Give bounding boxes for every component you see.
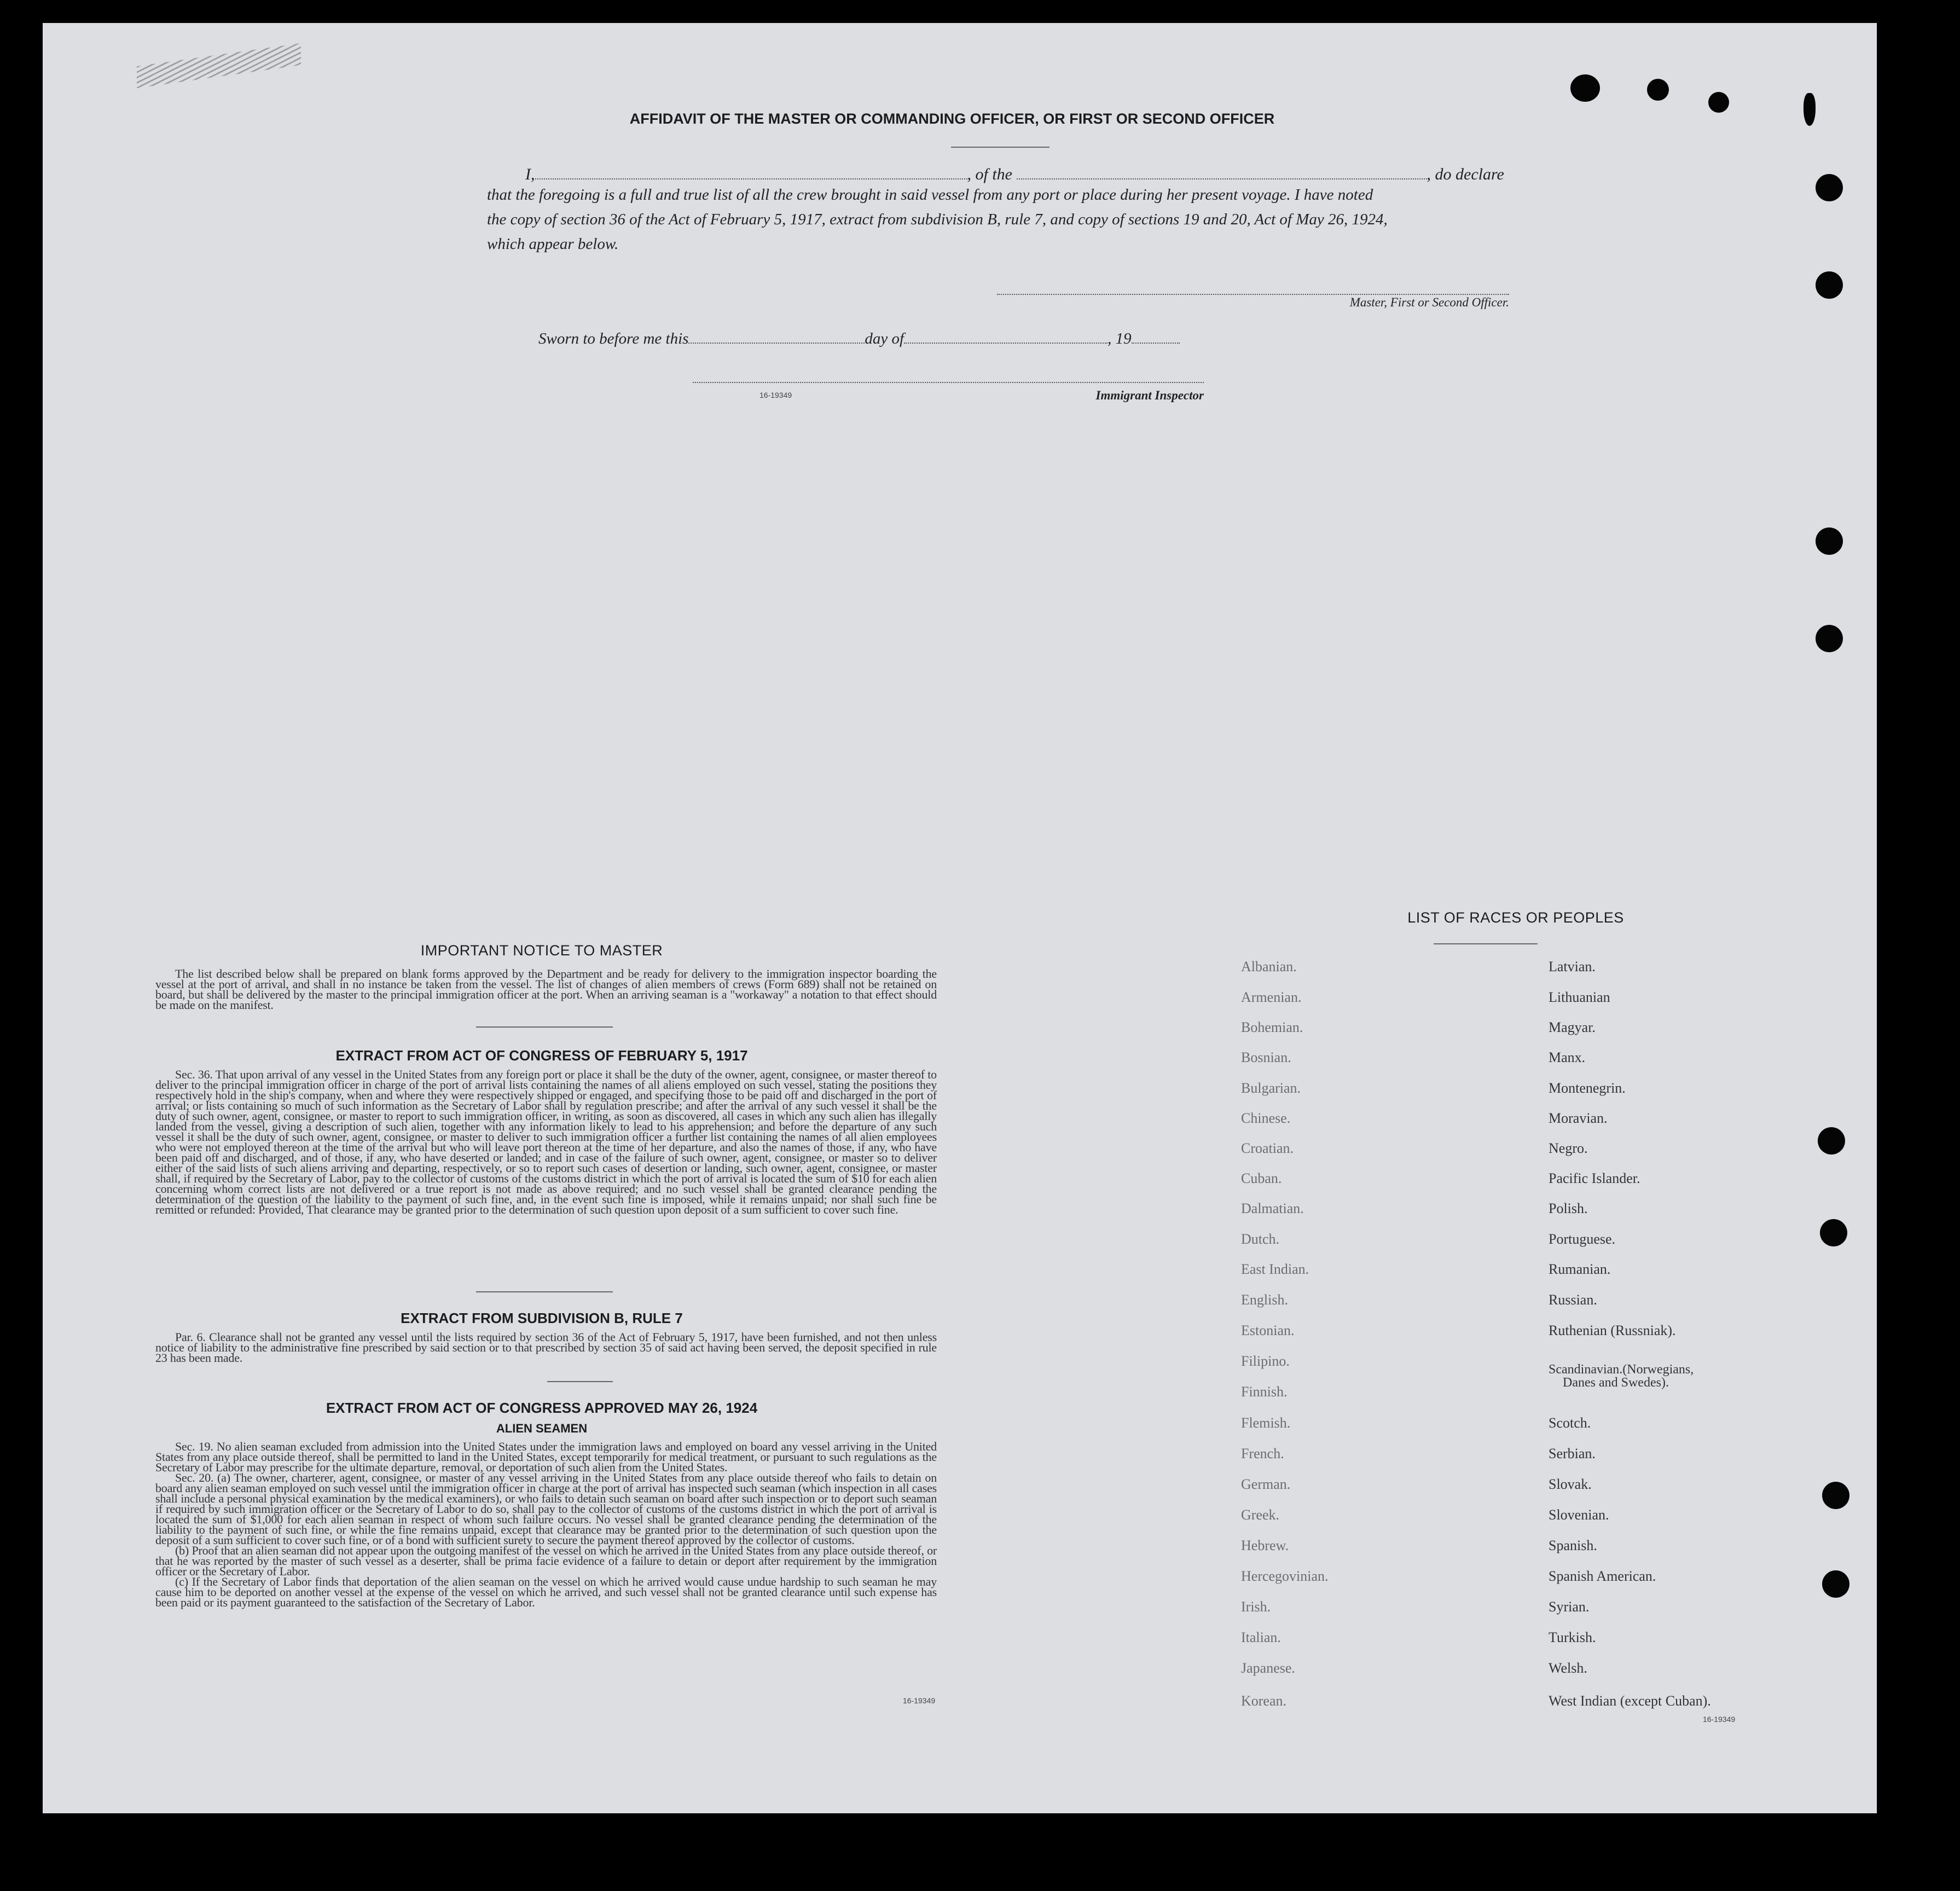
divider xyxy=(951,147,1049,148)
race-item: Irish. xyxy=(1241,1599,1271,1615)
extract-1917-text: Sec. 36. That upon arrival of any vessel in the United States from any foreign port or place it shall be the duty of the owner, agent, consignee, or master thereof to deliver to the principal immigration officer in charge of the port of arrival lists containing the names of all aliens employed on such vessel, stating the positions they respectively hold in the ship's company, when and where they were respectively shipped or engaged, and specifying those to be paid off and discharged in the port of arrival; or lists containing so much of such information as the Secretary of Labor shall by regulation prescribe; and after the arrival of any such vessel it shall be the duty of such owner, agent, consignee, or master to report to such immigration officer, in writing, as soon as discovered, all cases in which any such alien has illegally landed from the vessel, giving a description of such alien, together with any information likely to lead to his apprehension; and before the departure of any such vessel it shall be the duty of such owner, agent, consignee, or master to deliver to such immigration officer a further list containing the names of all alien employees who were not employed thereon at the time of the arrival but who will leave port thereon at the time of her departure, and also the names of those, if any, who have been paid off and discharged, and of those, if any, who have deserted or landed; and in case of the failure of such owner, agent, consignee, or master so to deliver either of the said lists of such aliens arriving and departing, respectively, or so to report such cases of desertion or landing, such owner, agent, consignee, or master shall, if required by the Secretary of Labor, pay to the collector of customs of the customs district in which the port of arrival is located the sum of $10 for each alien concerning whom correct lists are not delivered or a true report is not made as above required; and no such vessel shall be granted clearance pending the determination of the question of the liability to the payment of such fine, and, in the event such fine is imposed, while it remains unpaid; nor shall such fine be remitted or refunded: Provided, That clearance may be granted prior to the determination of such question upon deposit of a sum sufficient to cover such fine. xyxy=(155,1068,937,1216)
race-item: Japanese. xyxy=(1241,1660,1295,1676)
race-item: Croatian. xyxy=(1241,1140,1294,1156)
extract-rule7-text: Par. 6. Clearance shall not be granted any vessel until the lists required by section 36 of the Act of February 5, 1917, have been furnished, and not then unless notice of liability to the administrative fine prescribed by said section or to that prescribed by section 35 of said act having been served, the deposit specified in rule 23 has been made. xyxy=(155,1330,937,1365)
race-item: Polish. xyxy=(1549,1200,1588,1216)
race-item: East Indian. xyxy=(1241,1261,1309,1277)
race-item: Scotch. xyxy=(1549,1415,1591,1431)
race-item: Montenegrin. xyxy=(1549,1080,1626,1096)
extract-rule7-title: EXTRACT FROM SUBDIVISION B, RULE 7 xyxy=(401,1310,683,1326)
divider xyxy=(1434,943,1538,944)
race-item: Latvian. xyxy=(1549,959,1596,974)
declaration-line xyxy=(525,162,1510,184)
notice-text: The list described below shall be prepared on blank forms approved by the Department and be ready for delivery to the immigration inspector boarding the vessel at the port of arrival, and shall in no instance be taken from the vessel. The list of changes of alien members of crews (Form 689) shall not be retained on board, but shall be delivered by the master to the principal immigration officer at the port. When an arriving seaman is a "workaway" a notation to that effect should be made on the manifest. xyxy=(155,967,937,1012)
extract-1924-title: EXTRACT FROM ACT OF CONGRESS APPROVED MAY 26, 1924 xyxy=(326,1400,758,1416)
race-item: Cuban. xyxy=(1241,1170,1282,1186)
race-item: Korean. xyxy=(1241,1693,1287,1709)
of-the-label: , of the xyxy=(967,165,1012,183)
race-item: French. xyxy=(1241,1446,1284,1461)
inspector-caption: Immigrant Inspector xyxy=(1095,388,1204,402)
sworn-month-field[interactable] xyxy=(904,326,1107,344)
race-item: Slovenian. xyxy=(1549,1507,1609,1523)
race-item: Lithuanian xyxy=(1549,989,1610,1005)
race-item: Bohemian. xyxy=(1241,1019,1303,1035)
declaration-body-3: which appear below. xyxy=(487,235,619,253)
race-item: Welsh. xyxy=(1549,1660,1587,1676)
race-item: Serbian. xyxy=(1549,1446,1596,1461)
punch-hole xyxy=(1816,271,1843,299)
race-item: Spanish American. xyxy=(1549,1568,1656,1584)
section-20b-text: (b) Proof that an alien seaman did not appear upon the outgoing manifest of the vessel on which he arrived in the United States from any place outside thereof, or that he was reported by the master of such vessel as a deserter, shall be prima facie evidence of a failure to detain or deport after requirement by the immigration officer or the Secretary of Labor. xyxy=(155,1544,937,1578)
race-item: Bosnian. xyxy=(1241,1049,1291,1065)
form-number: 16-19349 xyxy=(1703,1715,1736,1724)
sworn-day-field[interactable] xyxy=(688,326,865,344)
race-item: Scandinavian.(Norwegians, xyxy=(1549,1362,1694,1377)
race-item: German. xyxy=(1241,1476,1291,1492)
race-item: Pacific Islander. xyxy=(1549,1170,1640,1186)
section-20a-text: Sec. 20. (a) The owner, charterer, agent, consignee, or master of any vessel arriving in the United States from any place outside thereof who fails to detain on board any alien seaman employed on such vessel until the immigration officer in charge at the port of arrival has inspected such seaman (which inspection in all cases shall include a personal physical examination by the medical examiners), or who fails to detain such seaman on board after such inspection or to deport such seaman if required by such immigration officer or the Secretary of Labor to do so, shall pay to the collector of customs of the customs district in which the port of arrival is located the sum of $1,000 for each alien seaman in respect of whom such failure occurs. No vessel shall be granted clearance pending the determination of the liability to the payment of such fine, or while the fine remains unpaid, except that clearance may be granted prior to the determination of such question upon the deposit of a sum sufficient to cover such fine, or of a bond with sufficient surety to secure the payment thereof approved by the collector of customs. xyxy=(155,1471,937,1547)
punch-hole xyxy=(1818,1127,1845,1155)
race-item: English. xyxy=(1241,1292,1288,1308)
punch-hole xyxy=(1822,1570,1849,1598)
year-prefix-label: , 19 xyxy=(1107,330,1132,347)
declarant-name-field[interactable] xyxy=(535,162,967,179)
section-20c-text: (c) If the Secretary of Labor finds that deportation of the alien seaman on the vessel on which he arrived would cause undue hardship to such seaman he may cause him to be deported on another vessel at the expense of the vessel on which he arrived, and such vessel shall not be granted clearance until such expense has been paid or its payment guaranteed to the satisfaction of the Secretary of Labor. xyxy=(155,1575,937,1609)
race-item: Albanian. xyxy=(1241,959,1297,974)
divider xyxy=(476,1026,613,1028)
declaration-body-1: that the foregoing is a full and true list of all the crew brought in said vessel from any port or place during her present voyage. I have noted xyxy=(487,186,1373,204)
race-item: Armenian. xyxy=(1241,989,1302,1005)
inspector-signature-line[interactable] xyxy=(693,382,1204,383)
race-item: Dutch. xyxy=(1241,1231,1280,1247)
signature-line[interactable] xyxy=(997,294,1509,295)
punch-hole xyxy=(1816,527,1843,555)
notice-title: IMPORTANT NOTICE TO MASTER xyxy=(420,942,663,959)
punch-hole xyxy=(1570,74,1600,102)
punch-hole xyxy=(1708,92,1729,113)
punch-hole xyxy=(1816,174,1843,201)
race-item: Italian. xyxy=(1241,1629,1281,1645)
races-title: LIST OF RACES OR PEOPLES xyxy=(1407,909,1624,926)
race-item: Finnish. xyxy=(1241,1384,1288,1400)
race-item: Moravian. xyxy=(1549,1110,1608,1126)
alien-seamen-subtitle: ALIEN SEAMEN xyxy=(496,1422,588,1435)
section-19-text: Sec. 19. No alien seaman excluded from admission into the United States under the immigration laws and employed on board any vessel arriving in the United States from any place outside thereof, shall be permitted to land in the United States, except temporarily for medical treatment, or pursuant to such regulations as the Secretary of Labor may prescribe for the ultimate departure, removal, or deportation of such alien from the United States. xyxy=(155,1440,937,1474)
race-item: Hebrew. xyxy=(1241,1538,1289,1553)
race-item: Danes and Swedes). xyxy=(1563,1376,1669,1390)
race-item: Ruthenian (Russniak). xyxy=(1549,1322,1676,1338)
race-item: Flemish. xyxy=(1241,1415,1291,1431)
signature-caption: Master, First or Second Officer. xyxy=(1349,295,1509,309)
sworn-line xyxy=(538,326,1180,348)
declarant-prefix: I, xyxy=(525,165,535,183)
race-item: Slovak. xyxy=(1549,1476,1592,1492)
race-item: Chinese. xyxy=(1241,1110,1291,1126)
punch-hole xyxy=(1822,1482,1849,1509)
race-item: Russian. xyxy=(1549,1292,1597,1308)
race-item: Magyar. xyxy=(1549,1019,1596,1035)
divider xyxy=(476,1291,613,1292)
race-item: Syrian. xyxy=(1549,1599,1590,1615)
extract-1917-title: EXTRACT FROM ACT OF CONGRESS OF FEBRUARY 5, 1917 xyxy=(335,1047,748,1064)
race-item: Turkish. xyxy=(1549,1629,1596,1645)
vessel-name-field[interactable] xyxy=(1017,162,1427,179)
race-item: Rumanian. xyxy=(1549,1261,1611,1277)
do-declare-label: , do declare xyxy=(1426,165,1504,183)
punch-hole xyxy=(1820,1219,1847,1246)
day-of-label: day of xyxy=(865,330,904,347)
race-item: Dalmatian. xyxy=(1241,1200,1304,1216)
affidavit-title: AFFIDAVIT OF THE MASTER OR COMMANDING OFFICER, OR FIRST OR SECOND OFFICER xyxy=(629,111,1275,127)
form-number: 16-19349 xyxy=(759,391,792,399)
extract-1924-body xyxy=(155,1441,937,1608)
declaration-body-2: the copy of section 36 of the Act of February 5, 1917, extract from subdivision B, rule 7, and copy of sections 19 and 20, Act of May 26, 1924, xyxy=(487,211,1388,228)
race-item: Estonian. xyxy=(1241,1322,1295,1338)
race-item: West Indian (except Cuban). xyxy=(1549,1693,1711,1709)
race-item: Portuguese. xyxy=(1549,1231,1616,1247)
divider xyxy=(547,1381,613,1382)
form-number: 16-19349 xyxy=(903,1696,936,1705)
race-item: Spanish. xyxy=(1549,1538,1597,1553)
punch-hole xyxy=(1816,625,1843,652)
race-item: Bulgarian. xyxy=(1241,1080,1301,1096)
race-item: Greek. xyxy=(1241,1507,1280,1523)
race-item: Manx. xyxy=(1549,1049,1586,1065)
race-item: Hercegovinian. xyxy=(1241,1568,1329,1584)
punch-hole xyxy=(1647,79,1669,101)
sworn-year-field[interactable] xyxy=(1132,326,1180,344)
sworn-label: Sworn to before me this xyxy=(538,330,689,347)
race-item: Filipino. xyxy=(1241,1353,1290,1369)
punch-hole xyxy=(1804,93,1816,126)
race-item: Negro. xyxy=(1549,1140,1588,1156)
